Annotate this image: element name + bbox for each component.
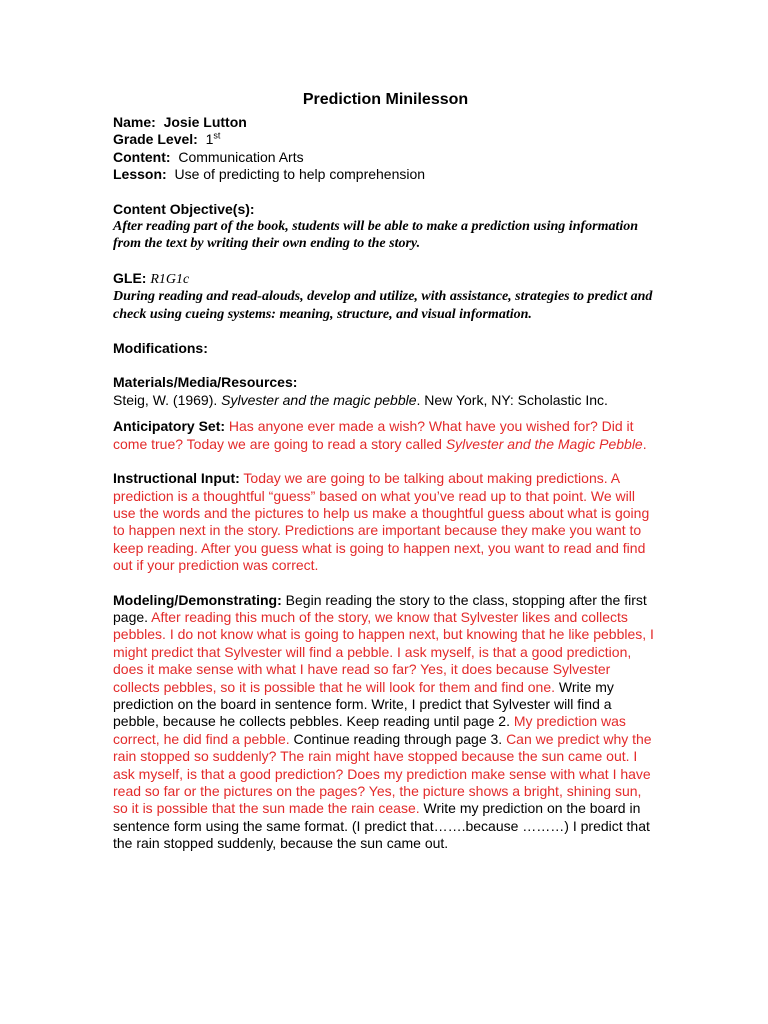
instructional-section bbox=[113, 470, 658, 574]
grade-value: 1 bbox=[205, 131, 214, 148]
anticipatory-text: Has anyone ever made a wish? What have you wished for? Did it come true? Today we are going to read a story called bbox=[113, 418, 634, 452]
objectives-text: After reading part of the book, students will be able to make a prediction using information from the text by writing their own ending to the story. bbox=[113, 219, 639, 252]
modifications-section bbox=[113, 340, 658, 357]
content-label: Content: bbox=[113, 148, 171, 165]
gle-label: GLE: bbox=[113, 269, 147, 286]
anticipatory-section bbox=[113, 418, 658, 453]
modeling-text-5: Continue reading through page 3. bbox=[289, 730, 507, 747]
modeling-section bbox=[113, 592, 658, 853]
modeling-text-4: My prediction was correct, he did find a pebble. bbox=[113, 713, 626, 747]
lesson-row bbox=[113, 166, 658, 183]
lesson-label: Lesson: bbox=[113, 166, 167, 183]
anticipatory-book-title: Sylvester and the Magic Pebble bbox=[445, 435, 643, 452]
content-row bbox=[113, 149, 658, 166]
page-title: Prediction Minilesson bbox=[302, 91, 469, 108]
modeling-text-2: After reading this much of the story, we know that Sylvester likes and collects pebbles. I do not know what is going to happen next, but knowing that he like pebbles, I might predict that Sylvester will find a pebble. I ask myself, is that a good prediction, does it make sense with what I have read so far? Yes, it does because Sylvester collects pebbles, so it is possible that he will look for them and find one. bbox=[113, 608, 654, 695]
gle-row bbox=[113, 270, 658, 288]
anticipatory-end: . bbox=[642, 435, 647, 452]
name-value: Josie Lutton bbox=[163, 114, 247, 130]
modeling-label: Modeling/Demonstrating: bbox=[113, 591, 282, 608]
modeling-text-1: Begin reading the story to the class, stopping after the first page. bbox=[113, 591, 647, 625]
modifications-label: Modifications: bbox=[113, 340, 208, 357]
citation-book-title: Sylvester and the magic pebble bbox=[221, 391, 417, 408]
citation-publisher: . New York, NY: Scholastic Inc. bbox=[416, 391, 608, 408]
modeling-text-6: Can we predict why the rain stopped so suddenly? The rain might have stopped because the sun came out. I ask myself, is that a good prediction? Does my prediction make sense with what I have read so far or the pictures on the pages? Yes, the picture shows a bright, shining sun, so it is possible that the sun made the rain cease. bbox=[113, 730, 652, 817]
materials-label: Materials/Media/Resources: bbox=[113, 374, 298, 391]
modeling-text-7: Write my prediction on the board in sentence form using the same format. (I predict that…….because ………) I predict that the rain stopped suddenly, because the sun came out. bbox=[113, 800, 650, 852]
gle-text: During reading and read-alouds, develop and utilize, with assistance, strategies to predict and check using cueing systems: meaning, structure, and visual information. bbox=[113, 289, 653, 322]
content-value: Communication Arts bbox=[178, 148, 304, 165]
gle-code: R1G1c bbox=[150, 271, 190, 287]
anticipatory-label: Anticipatory Set: bbox=[113, 418, 226, 435]
grade-superscript: st bbox=[213, 130, 221, 141]
grade-row bbox=[113, 131, 658, 148]
materials-section bbox=[113, 374, 658, 391]
grade-label: Grade Level: bbox=[113, 131, 198, 148]
instructional-label: Instructional Input: bbox=[113, 470, 240, 487]
lesson-value: Use of predicting to help comprehension bbox=[174, 166, 426, 183]
modeling-text-3: Write my prediction on the board in sentence form. Write, I predict that Sylvester will find a pebble, because he collects pebbles. Keep reading until page 2. bbox=[113, 678, 614, 730]
instructional-text: Today we are going to be talking about making predictions. A prediction is a thoughtful “guess” based on what you’ve read up to that point. We will use the words and the pictures to help us make a thoughtful guess about what is going to happen next in the story. Predictions are important because they make you want to keep reading. After you guess what is going to happen next, you want to read and find out if your prediction was correct. bbox=[113, 470, 650, 574]
name-row bbox=[113, 114, 658, 131]
objectives-label: Content Objective(s): bbox=[113, 200, 255, 217]
citation-author-year: Steig, W. (1969). bbox=[113, 391, 222, 408]
lesson-document bbox=[113, 90, 658, 853]
materials-citation bbox=[113, 392, 658, 409]
objectives-section bbox=[113, 201, 658, 218]
name-label: Name: bbox=[113, 114, 156, 130]
